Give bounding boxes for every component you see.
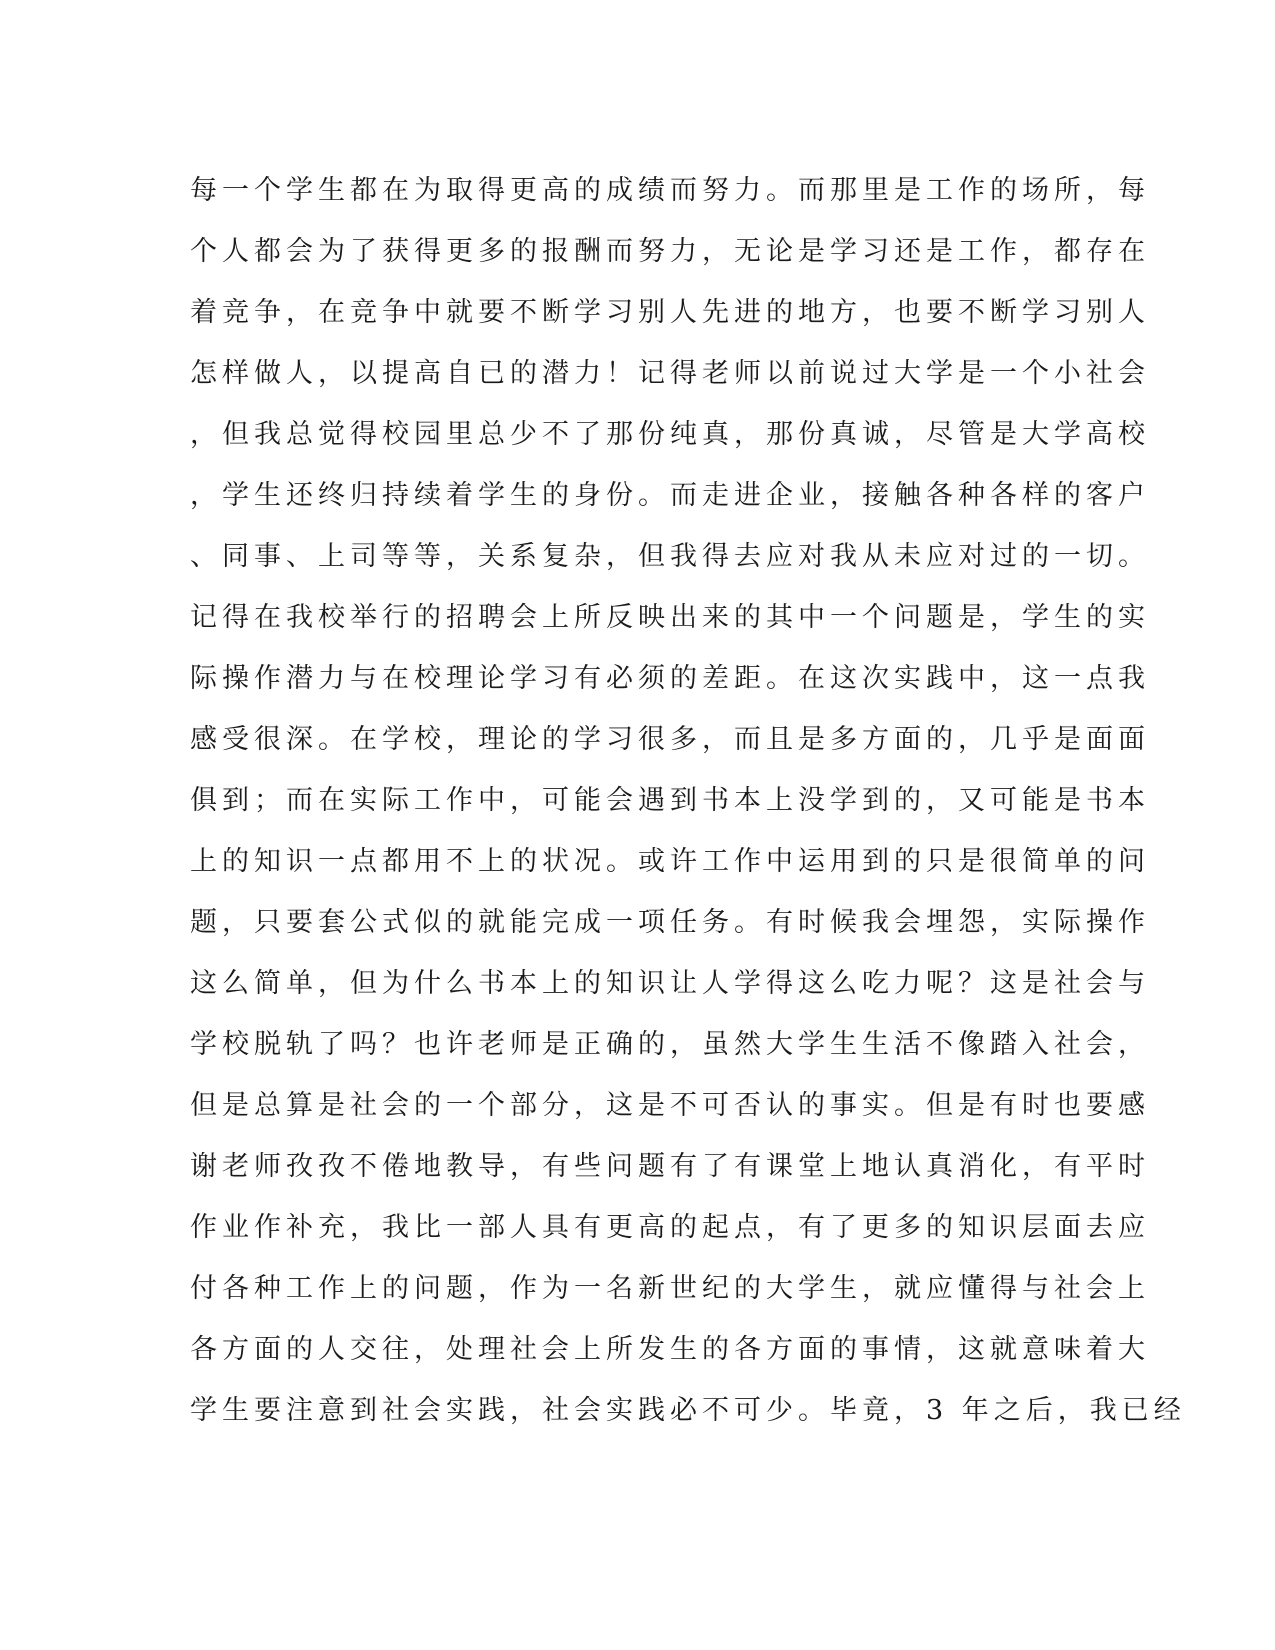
text-line: 着竞争，在竞争中就要不断学习别人先进的地方，也要不断学习别人 <box>190 297 1150 328</box>
body-paragraph <box>190 160 1186 1441</box>
text-line: 谢老师孜孜不倦地教导，有些问题有了有课堂上地认真消化，有平时 <box>190 1151 1150 1182</box>
text-line: 、同事、上司等等，关系复杂，但我得去应对我从未应对过的一切。 <box>190 541 1150 572</box>
text-line: 付各种工作上的问题，作为一名新世纪的大学生，就应懂得与社会上 <box>190 1273 1150 1304</box>
text-line: 际操作潜力与在校理论学习有必须的差距。在这次实践中，这一点我 <box>190 663 1150 694</box>
text-line: 这么简单，但为什么书本上的知识让人学得这么吃力呢？这是社会与 <box>190 968 1150 999</box>
text-line: 作业作补充，我比一部人具有更高的起点，有了更多的知识层面去应 <box>190 1212 1150 1243</box>
text-line: 记得在我校举行的招聘会上所反映出来的其中一个问题是，学生的实 <box>190 602 1150 633</box>
text-line: 上的知识一点都用不上的状况。或许工作中运用到的只是很简单的问 <box>190 846 1150 877</box>
text-line: 学生要注意到社会实践，社会实践必不可少。毕竟，3 年之后，我已经 <box>190 1395 1186 1426</box>
text-line: 但是总算是社会的一个部分，这是不可否认的事实。但是有时也要感 <box>190 1090 1150 1121</box>
text-line: 题，只要套公式似的就能完成一项任务。有时候我会埋怨，实际操作 <box>190 907 1150 938</box>
text-line: 俱到；而在实际工作中，可能会遇到书本上没学到的，又可能是书本 <box>190 785 1150 816</box>
text-line: 感受很深。在学校，理论的学习很多，而且是多方面的，几乎是面面 <box>190 724 1150 755</box>
text-line: 每一个学生都在为取得更高的成绩而努力。而那里是工作的场所，每 <box>190 175 1150 206</box>
text-line: 怎样做人，以提高自已的潜力！记得老师以前说过大学是一个小社会 <box>190 358 1150 389</box>
text-line: 学校脱轨了吗？也许老师是正确的，虽然大学生生活不像踏入社会， <box>190 1029 1150 1060</box>
text-line: ，但我总觉得校园里总少不了那份纯真，那份真诚，尽管是大学高校 <box>190 419 1150 450</box>
text-line: 个人都会为了获得更多的报酬而努力，无论是学习还是工作，都存在 <box>190 236 1150 267</box>
text-line: 各方面的人交往，处理社会上所发生的各方面的事情，这就意味着大 <box>190 1334 1150 1365</box>
text-line: ，学生还终归持续着学生的身份。而走进企业，接触各种各样的客户 <box>190 480 1150 511</box>
